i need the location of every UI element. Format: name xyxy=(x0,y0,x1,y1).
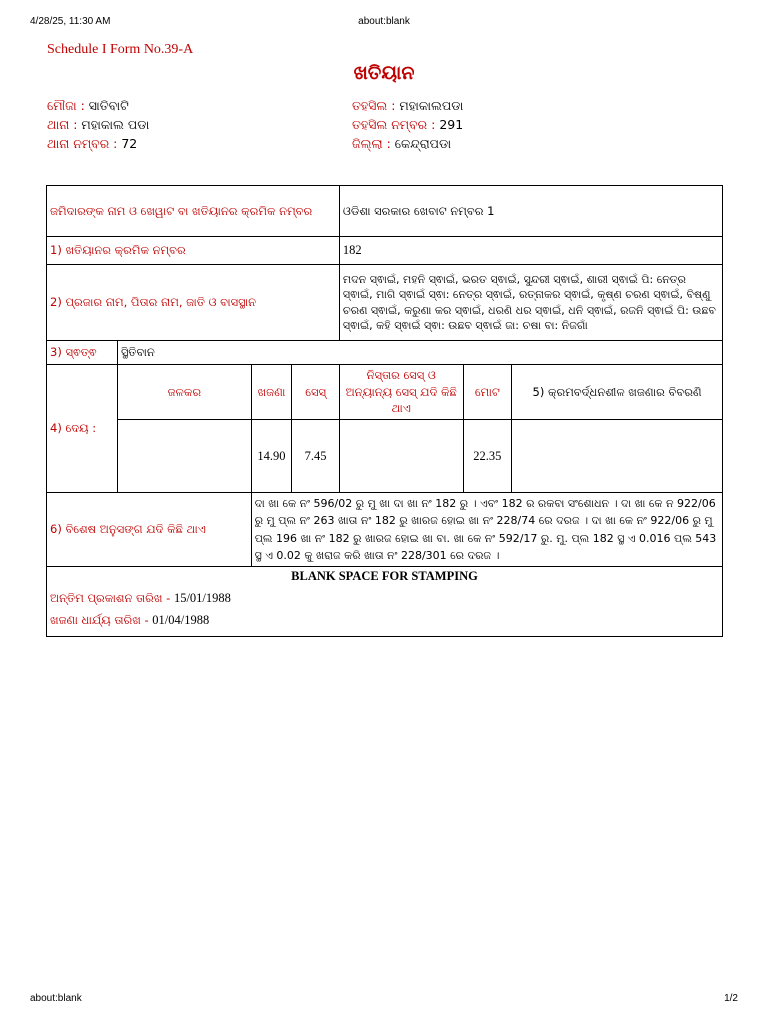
print-url-footer: about:blank xyxy=(30,993,82,1004)
tahasil-label: ତହସିଲ : xyxy=(352,98,400,113)
final-publication-date-line xyxy=(50,589,719,607)
table-row xyxy=(47,493,723,567)
table-row xyxy=(47,365,723,420)
table-row xyxy=(47,186,723,237)
table-row xyxy=(47,341,723,365)
thana-number-value: 72 xyxy=(121,136,138,151)
rent-fixation-value: 01/04/1988 xyxy=(152,613,210,628)
stamping-and-dates-cell xyxy=(47,567,723,637)
table-row xyxy=(47,420,723,493)
khatiyan-table xyxy=(46,185,723,637)
tahasil-value: ମହାକାଲପଡା xyxy=(399,98,464,113)
table-row xyxy=(47,567,723,637)
tahasil-number-label: ତହସିଲ ନମ୍ବର : xyxy=(352,117,440,132)
jalkar-header: ଜଳକର xyxy=(117,365,251,420)
tahasil-number-value: 291 xyxy=(439,117,464,132)
thana-number-line xyxy=(47,136,137,152)
special-notes-value: ଦା ଖା କେ ନଂ 596/02 ରୁ ମୁ ଖା ଦା ଖା ନଂ 182 ରୁ । ଏବଂ 182 ର ରକବା ସଂଶୋଧନ । ଦା ଖା କେ ନ 922/06 ରୁ ମୁ ପ୍ଲ ନଂ 263 ଖାତା ନଂ 182 ରୁ ଖାରଜ ହୋଇ ଖା ନଂ 228/74 ରେ ଦରଜ । ଦା ଖା କେ ନଂ 922/06 ରୁ ମୁ ପ୍ଲ 196 ଖା ନଂ 182 ରୁ ଖାରଜ ହୋଇ ଖା ବା. ଖା କେ ନଂ 592/17 ରୁ. ମୁ. ପ୍ଲ 182 ସ୍ଥ ଏ 0.016 ପ୍ଲ 543 ସ୍ଥ ଏ 0.02 କୁ ଖରାଜ କରି ଖାତା ନଂ 228/301 ରେ ଦରଜ । xyxy=(251,493,722,567)
tahasil-line xyxy=(352,98,463,114)
special-notes-label: 6) ବିଶେଷ ଅନୁସଙ୍ଗ ଯଦି କିଛି ଥାଏ xyxy=(47,493,252,567)
tenant-details-value: ମଦନ ସ୍ଵାଇଁ, ମହନି ସ୍ଵାଇଁ, ଭରତ ସ୍ଵାଇଁ, ସୁନ୍ଦରୀ ସ୍ଵାଇଁ, ଶାରୀ ସ୍ଵାଇଁ ପି: ନେତ୍ର ସ୍ଵାଇଁ, ମାଗି ସ୍ଵାଇଁ ସ୍ଵା: ନେତ୍ର ସ୍ଵାଇଁ, ରତ୍ନାକର ସ୍ଵାଇଁ, କୃଷ୍ଣ ଚରଣ ସ୍ଵାଇଁ, ବିଷ୍ଣୁ ଚରଣ ସ୍ଵାଇଁ, କରୁଣା କର ସ୍ଵାଇଁ, ଧରଣି ଧର ସ୍ଵାଇଁ, ଧନି ସ୍ଵାଇଁ, ରଜନି ସ୍ଵାଇଁ ପି: ଉଛବ ସ୍ଵାଇଁ, କହି ସ୍ଵାଇଁ ସ୍ଵା: ଉଛବ ସ୍ଵାଇଁ ଜା: ଚଷା ବା: ନିଜଗାଁ xyxy=(339,265,722,341)
jalkar-value xyxy=(117,420,251,493)
district-line xyxy=(352,136,451,152)
ses-value: 7.45 xyxy=(292,420,340,493)
progressive-rent-value xyxy=(512,420,723,493)
print-datetime: 4/28/25, 11:30 AM xyxy=(30,16,111,27)
landlord-khewat-value: ଓଡିଶା ସରକାର ଖେବାଟ ନମ୍ବର 1 xyxy=(339,186,722,237)
khatiyan-serial-label: 1) ଖତିୟାନର କ୍ରମିକ ନମ୍ବର xyxy=(47,237,340,265)
thana-number-label: ଥାନା ନମ୍ବର : xyxy=(47,136,122,151)
mouza-value: ସାତିବାଟି xyxy=(88,98,129,113)
nistar-ses-value xyxy=(339,420,463,493)
final-publication-label: ଅନ୍ତିମ ପ୍ରକାଶନ ତାରିଖ - xyxy=(50,591,174,606)
right-type-label: 3) ସ୍ଵତ୍ଵ xyxy=(47,341,118,365)
progressive-rent-header: 5) କ୍ରମବର୍ଦ୍ଧନଶୀଳ ଖଜଣାର ବିବରଣି xyxy=(512,365,723,420)
print-url-header: about:blank xyxy=(358,16,410,27)
thana-label: ଥାନା : xyxy=(47,117,82,132)
nistar-ses-header: ନିସ୍ତାର ସେସ୍ ଓ ଅନ୍ୟାନ୍ୟ ସେସ୍ ଯଦି କିଛି ଥାଏ xyxy=(339,365,463,420)
tenant-details-label: 2) ପ୍ରଜାର ନାମ, ପିତାର ନାମ, ଜାତି ଓ ବାସସ୍ଥାନ xyxy=(47,265,340,341)
total-value: 22.35 xyxy=(463,420,512,493)
right-type-value: ସ୍ଥିତିବାନ xyxy=(117,341,722,365)
table-row xyxy=(47,265,723,341)
district-label: ଜିଲ୍ଲା : xyxy=(352,136,395,151)
rent-fixation-date-line xyxy=(50,611,719,629)
rent-fixation-label: ଖଜଣା ଧାର୍ଯ୍ୟ ତାରିଖ - xyxy=(50,613,153,628)
final-publication-value: 15/01/1988 xyxy=(173,591,231,606)
table-row xyxy=(47,237,723,265)
stamping-space-text: BLANK SPACE FOR STAMPING xyxy=(291,569,478,584)
landlord-khewat-label: ଜମିଦାରଙ୍କ ନାମ ଓ ଖେୱାଟ ବା ଖତିୟାନର କ୍ରମିକ ନମ୍ବର xyxy=(47,186,340,237)
thana-value: ମହାକାଲ ପଡା xyxy=(81,117,150,132)
khajana-header: ଖଜଣା xyxy=(251,365,292,420)
form-number: Schedule I Form No.39-A xyxy=(47,42,194,57)
ses-header: ସେସ୍ xyxy=(292,365,340,420)
khajana-value: 14.90 xyxy=(251,420,292,493)
dues-label: 4) ଦେୟ : xyxy=(47,365,118,493)
district-value: କେନ୍ଦ୍ରାପଡା xyxy=(394,136,452,151)
mouza-label: ମୌଜା : xyxy=(47,98,89,113)
tahasil-number-line xyxy=(352,117,463,133)
khatiyan-serial-value: 182 xyxy=(339,237,722,265)
mouza-line xyxy=(47,98,129,114)
total-header: ମୋଟ xyxy=(463,365,512,420)
document-title: ଖତିୟାନ xyxy=(353,62,415,84)
page-number: 1/2 xyxy=(724,993,738,1004)
thana-line xyxy=(47,117,149,133)
